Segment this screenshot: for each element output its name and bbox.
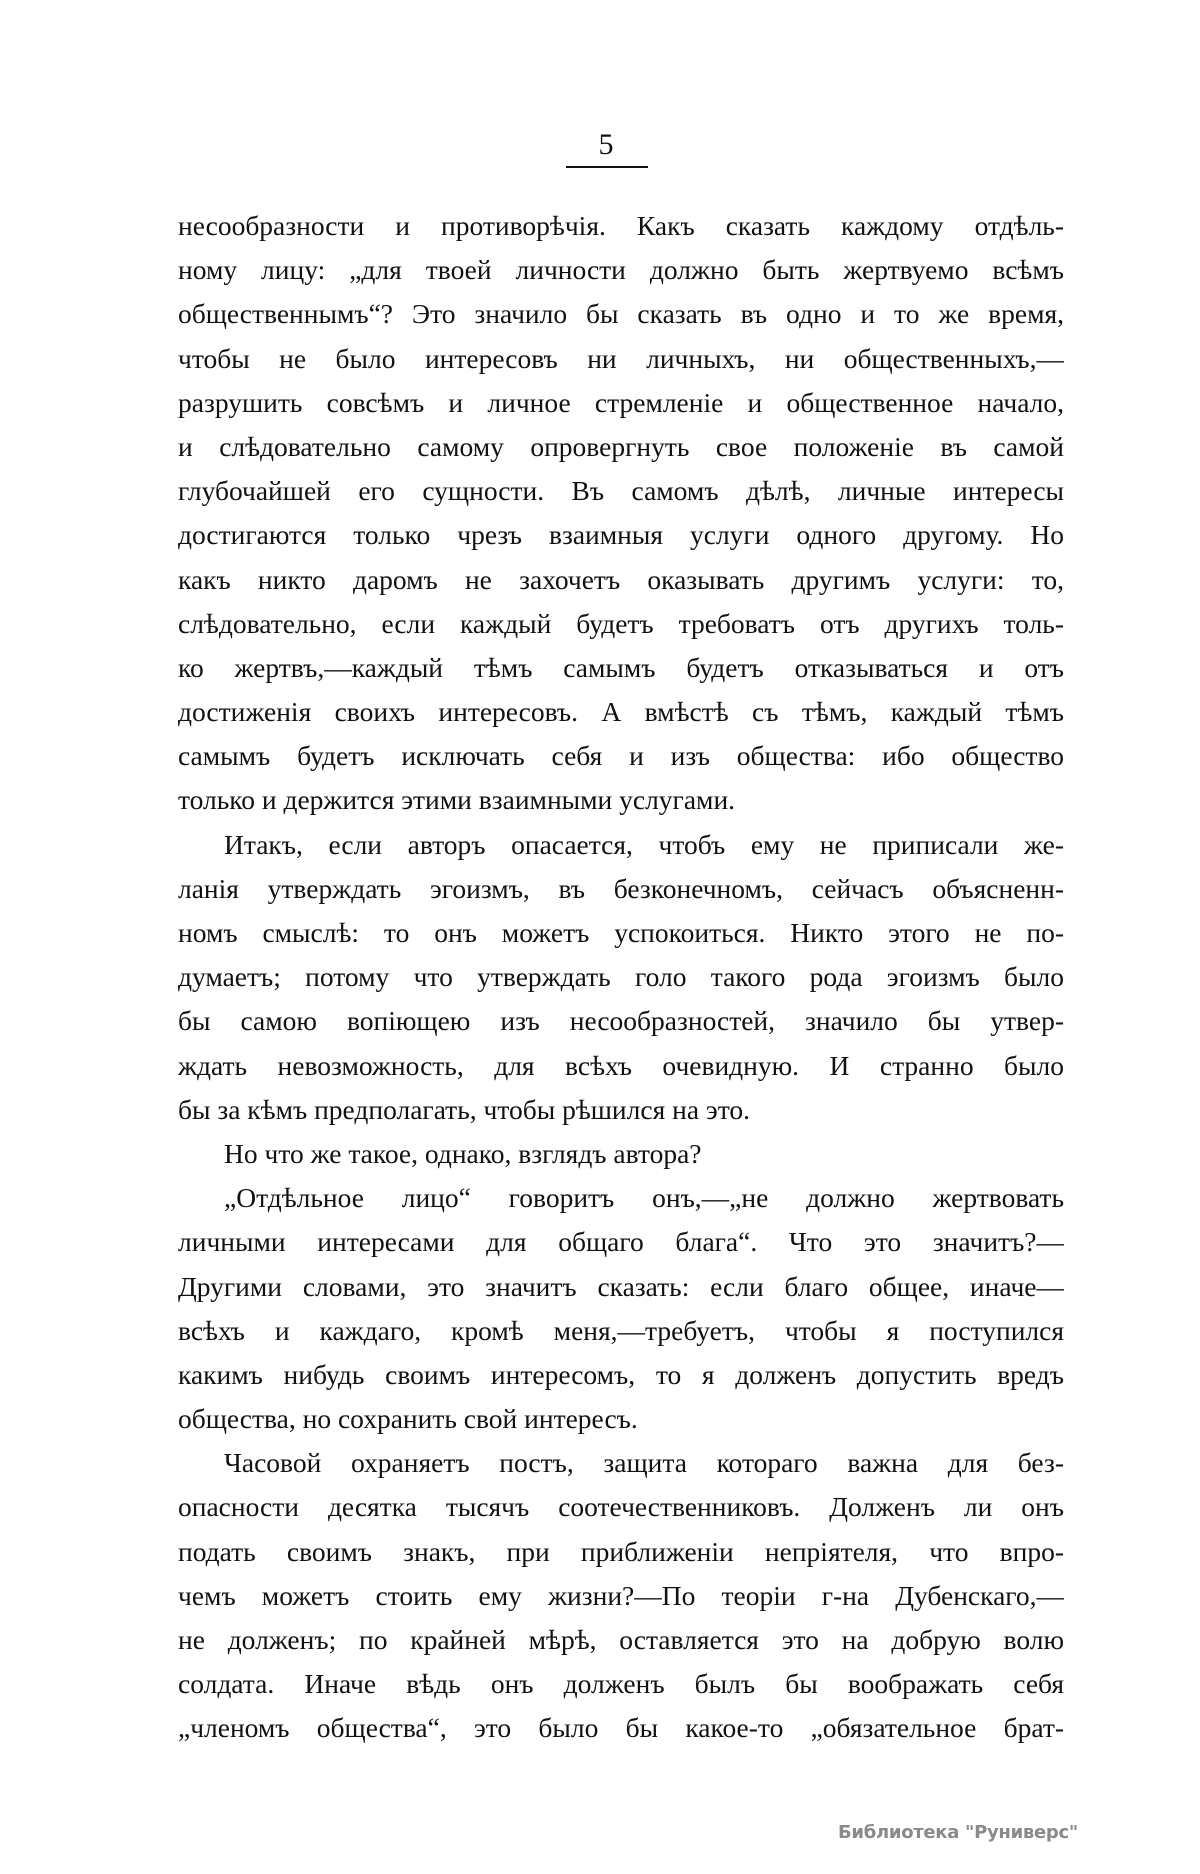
library-watermark: Библиотека "Руниверс"	[838, 1822, 1078, 1843]
text-line: Итакъ, если авторъ опасается, чтобъ ему не приписали же-	[224, 828, 1064, 860]
text-line: ко жертвъ,—каждый тѣмъ самымъ будетъ отказываться и отъ	[178, 651, 1064, 683]
text-line: чтобы не было интересовъ ни личныхъ, ни общественныхъ,—	[178, 342, 1064, 374]
paragraph	[178, 204, 1064, 823]
text-line: Но что же такое, однако, взглядъ автора?	[224, 1137, 702, 1169]
text-line: „Отдѣльное лицо“ говоритъ онъ,—„не должно жертвовать	[224, 1182, 1064, 1214]
page-number-rule	[566, 166, 648, 168]
paragraph	[178, 1441, 1064, 1750]
text-line: думаетъ; потому что утверждать голо такого рода эгоизмъ было	[178, 961, 1064, 993]
text-line: разрушить совсѣмъ и личное стремленіе и общественное начало,	[178, 386, 1064, 418]
text-line: только и держится этими взаимными услугами.	[178, 784, 736, 816]
text-line: не долженъ; по крайней мѣрѣ, оставляется это на добрую волю	[178, 1624, 1064, 1655]
paragraph	[178, 1176, 1064, 1441]
text-line: „членомъ общества“, это было бы какое-то „обязательное брат-	[178, 1712, 1064, 1744]
text-line: ланія утверждать эгоизмъ, въ безконечномъ, сейчасъ объясненн-	[178, 872, 1064, 904]
text-line: и слѣдовательно самому опровергнуть свое положеніе въ самой	[178, 430, 1064, 462]
text-line: номъ смыслѣ: то онъ можетъ успокоиться. Никто этого не по-	[178, 917, 1064, 948]
text-line: достиженія своихъ интересовъ. А вмѣстѣ съ тѣмъ, каждый тѣмъ	[178, 696, 1064, 728]
text-line: бы за кѣмъ предполагать, чтобы рѣшился на это.	[178, 1093, 750, 1125]
text-line: слѣдовательно, если каждый будетъ требоватъ отъ другихъ толь-	[178, 607, 1064, 639]
text-line: общественнымъ“? Это значило бы сказать въ одно и то же время,	[178, 298, 1064, 330]
text-line: Часовой охраняетъ постъ, защита котораго важна для без-	[224, 1447, 1064, 1479]
text-line: достигаются только чрезъ взаимныя услуги одного другому. Но	[178, 519, 1064, 551]
text-line: подать своимъ знакъ, при приближеніи непріятеля, что впро-	[178, 1535, 1064, 1567]
text-line: бы самою вопіющею изъ несообразностей, значило бы утвер-	[178, 1005, 1064, 1037]
text-line: ному лицу: „для твоей личности должно быть жертвуемо всѣмъ	[178, 254, 1064, 286]
paragraph	[178, 823, 1064, 1132]
text-line: какимъ нибудь своимъ интересомъ, то я долженъ допустить вредъ	[178, 1358, 1064, 1390]
page-number: 5	[598, 128, 614, 161]
text-line: глубочайшей его сущности. Въ самомъ дѣлѣ, личные интересы	[178, 475, 1064, 507]
paragraph	[178, 1132, 1064, 1176]
text-line: самымъ будетъ исключать себя и изъ общества: ибо общество	[178, 740, 1064, 772]
text-line: общества, но сохранить свой интересъ.	[178, 1403, 638, 1435]
body-text	[178, 204, 1064, 1751]
text-line: личными интересами для общаго блага“. Что это значитъ?—	[178, 1226, 1064, 1258]
text-line: Другими словами, это значитъ сказать: если благо общее, иначе—	[178, 1270, 1064, 1302]
text-line: опасности десятка тысячъ соотечественниковъ. Долженъ ли онъ	[178, 1491, 1064, 1523]
text-line: какъ никто даромъ не захочетъ оказывать другимъ услуги: то,	[178, 563, 1064, 595]
text-line: солдата. Иначе вѣдь онъ долженъ былъ бы воображать себя	[178, 1668, 1064, 1700]
text-line: чемъ можетъ стоить ему жизни?—По теоріи г-на Дубенскаго,—	[178, 1579, 1064, 1611]
text-line: всѣхъ и каждаго, кромѣ меня,—требуетъ, чтобы я поступился	[178, 1314, 1064, 1346]
text-line: ждать невозможность, для всѣхъ очевидную. И странно было	[178, 1049, 1064, 1081]
text-line: несообразности и противорѣчія. Какъ сказать каждому отдѣль-	[178, 210, 1064, 241]
